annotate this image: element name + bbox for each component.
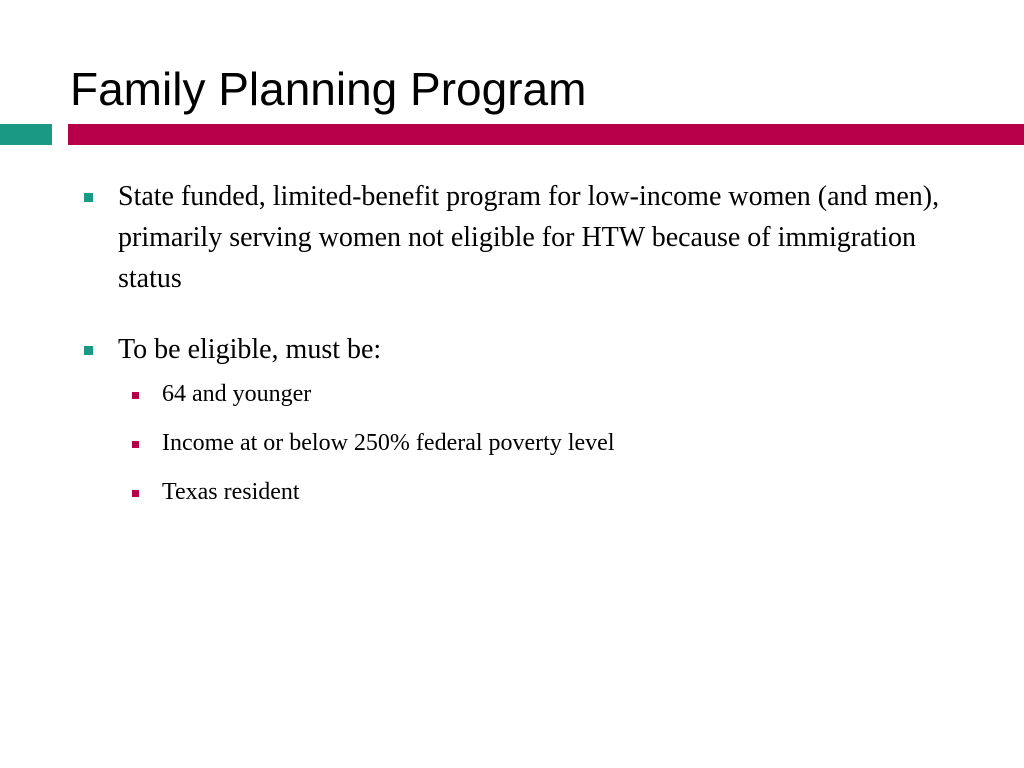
sub-bullet-item: [78, 427, 978, 460]
square-sub-bullet-icon: [132, 490, 139, 497]
square-bullet-icon: [84, 346, 93, 355]
bullet-item: [78, 329, 978, 370]
title-underline-crimson-segment: [68, 124, 1024, 145]
bullet-text: To be eligible, must be:: [118, 334, 382, 365]
slide-title: Family Planning Program: [70, 63, 587, 115]
sub-bullet-text: Texas resident: [162, 479, 300, 505]
title-underline-teal-segment: [0, 124, 52, 145]
sub-bullet-item: [78, 378, 978, 411]
sub-bullet-text: Income at or below 250% federal poverty level: [162, 430, 615, 456]
square-sub-bullet-icon: [132, 441, 139, 448]
square-bullet-icon: [84, 193, 93, 202]
sub-bullet-list: [78, 378, 978, 509]
sub-bullet-item: [78, 476, 978, 509]
slide-body: [78, 176, 978, 525]
square-sub-bullet-icon: [132, 392, 139, 399]
bullet-text: State funded, limited-benefit program for low-income women (and men), primarily serving women not eligible for HTW because of immigration status: [118, 181, 940, 294]
bullet-item: [78, 176, 978, 299]
sub-bullet-text: 64 and younger: [162, 381, 312, 407]
